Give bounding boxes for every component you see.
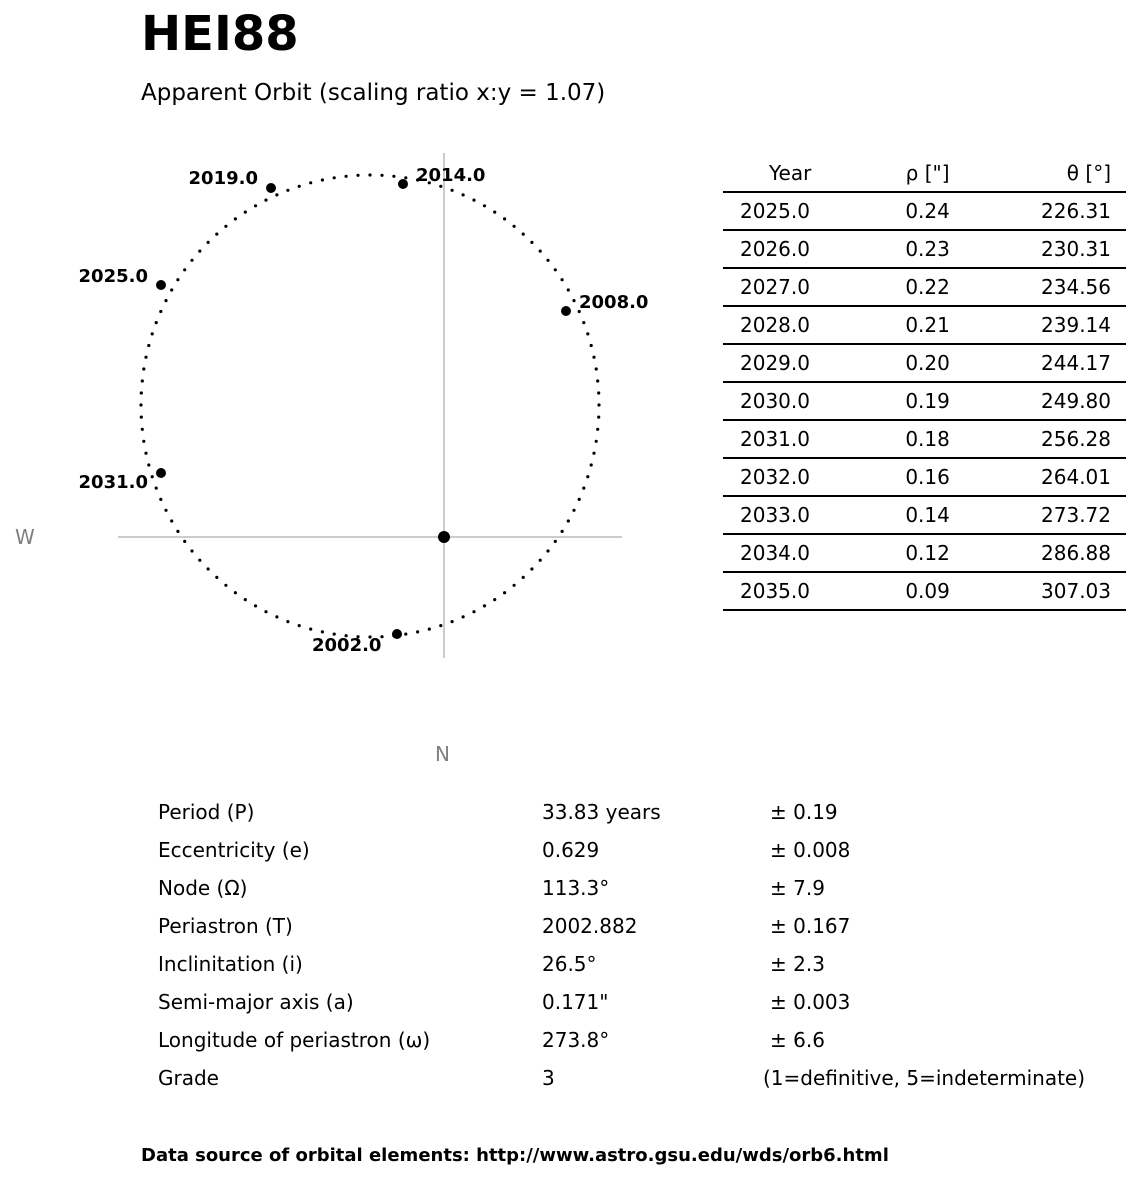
orbit-dot	[586, 332, 589, 335]
orbit-dot	[592, 356, 595, 359]
epoch-point	[398, 179, 408, 189]
orbit-dot	[215, 576, 218, 579]
orbit-dot	[183, 268, 186, 271]
orbit-dot	[404, 176, 407, 179]
orbit-dot	[451, 620, 454, 623]
element-error: ± 0.008	[770, 838, 851, 862]
orbit-dot	[546, 549, 549, 552]
orbit-dot	[254, 204, 257, 207]
orbit-dot	[572, 509, 575, 512]
cell-theta: 273.72	[1041, 503, 1111, 527]
orbit-dot	[264, 610, 267, 613]
cell-rho: 0.16	[905, 465, 950, 489]
cell-rho: 0.23	[905, 237, 950, 261]
orbit-dot	[472, 199, 475, 202]
cell-year: 2034.0	[740, 541, 810, 565]
orbit-dot	[151, 332, 154, 335]
orbit-dot	[596, 428, 599, 431]
element-error: ± 0.19	[770, 800, 838, 824]
element-error: ± 7.9	[770, 876, 825, 900]
orbit-dot	[254, 604, 257, 607]
chart-subtitle: Apparent Orbit (scaling ratio x:y = 1.07)	[141, 80, 606, 106]
orbit-dot	[554, 268, 557, 271]
element-name: Node (Ω)	[158, 876, 248, 900]
cell-theta: 249.80	[1041, 389, 1111, 413]
orbit-dot	[483, 604, 486, 607]
col-year-header: Year	[769, 161, 812, 185]
cell-year: 2028.0	[740, 313, 810, 337]
orbit-dot	[597, 391, 600, 394]
ephemeris-table	[723, 155, 1126, 611]
table-row	[723, 534, 1126, 572]
page-title: HEI88	[141, 6, 299, 62]
orbit-dot	[595, 367, 598, 370]
cell-theta: 226.31	[1041, 199, 1111, 223]
cell-theta: 244.17	[1041, 351, 1111, 375]
orbit-dot	[159, 310, 162, 313]
orbit-dot	[561, 530, 564, 533]
element-row	[158, 831, 1118, 869]
element-error: ± 2.3	[770, 952, 825, 976]
primary-star	[438, 531, 450, 543]
element-value: 273.8°	[542, 1028, 610, 1052]
orbit-dot	[139, 403, 142, 406]
table-row	[723, 382, 1126, 420]
element-error: ± 0.003	[770, 990, 851, 1014]
cell-year: 2033.0	[740, 503, 810, 527]
orbit-dot	[244, 598, 247, 601]
element-value: 3	[542, 1066, 555, 1090]
table-row	[723, 420, 1126, 458]
orbit-dot	[554, 540, 557, 543]
cell-rho: 0.21	[905, 313, 950, 337]
element-error: (1=definitive, 5=indeterminate)	[763, 1066, 1086, 1090]
orbit-dot	[572, 299, 575, 302]
orbit-dot	[198, 559, 201, 562]
cell-rho: 0.19	[905, 389, 950, 413]
orbit-dot	[141, 379, 144, 382]
cell-year: 2029.0	[740, 351, 810, 375]
orbit-dot	[561, 278, 564, 281]
element-error: ± 6.6	[770, 1028, 825, 1052]
orbit-dot	[234, 217, 237, 220]
orbit-dot	[462, 615, 465, 618]
element-name: Longitude of periastron (ω)	[158, 1028, 431, 1052]
epoch-label: 2025.0	[78, 266, 148, 287]
orbit-dot	[582, 487, 585, 490]
element-row	[158, 1059, 1118, 1097]
orbit-dot	[530, 567, 533, 570]
west-label: W	[15, 525, 35, 549]
cell-rho: 0.24	[905, 199, 950, 223]
epoch-point	[392, 629, 402, 639]
cell-year: 2031.0	[740, 427, 810, 451]
orbit-dot	[404, 633, 407, 636]
orbit-dot	[164, 299, 167, 302]
orbit-dot	[298, 185, 301, 188]
cell-theta: 286.88	[1041, 541, 1111, 565]
orbit-dot	[416, 630, 419, 633]
cell-rho: 0.09	[905, 579, 950, 603]
orbit-dot	[503, 217, 506, 220]
ephemeris-header-row	[723, 155, 1126, 192]
orbit-dot	[224, 225, 227, 228]
epoch-point	[156, 468, 166, 478]
orbit-dot	[539, 559, 542, 562]
orbit-dot	[309, 628, 312, 631]
table-row	[723, 268, 1126, 306]
orbit-dot	[224, 584, 227, 587]
orbit-dot	[333, 176, 336, 179]
orbit-dot	[207, 567, 210, 570]
cell-theta: 230.31	[1041, 237, 1111, 261]
orbit-dot	[176, 530, 179, 533]
orbit-dot	[298, 624, 301, 627]
cell-theta: 307.03	[1041, 579, 1111, 603]
orbit-dot	[244, 211, 247, 214]
north-label: N	[435, 742, 450, 766]
orbit-dot	[159, 498, 162, 501]
orbit-dot	[176, 278, 179, 281]
cell-year: 2030.0	[740, 389, 810, 413]
element-value: 33.83 years	[542, 800, 661, 824]
element-name: Inclinitation (i)	[158, 952, 303, 976]
orbit-dot	[321, 630, 324, 633]
element-name: Period (P)	[158, 800, 255, 824]
epoch-label: 2008.0	[579, 292, 649, 313]
orbit-dot	[234, 591, 237, 594]
orbit-dot	[151, 475, 154, 478]
orbit-dot	[428, 628, 431, 631]
orbit-dot	[493, 598, 496, 601]
element-name: Semi-major axis (a)	[158, 990, 354, 1014]
orbit-dot	[198, 250, 201, 253]
orbit-dot	[155, 321, 158, 324]
orbit-dot	[142, 367, 145, 370]
col-theta-header: θ [°]	[1066, 161, 1111, 185]
cell-year: 2032.0	[740, 465, 810, 489]
orbit-dot	[164, 509, 167, 512]
orbit-dot	[513, 584, 516, 587]
orbit-dot	[170, 519, 173, 522]
element-name: Grade	[158, 1066, 219, 1090]
cell-year: 2026.0	[740, 237, 810, 261]
cell-rho: 0.18	[905, 427, 950, 451]
orbit-dot	[451, 189, 454, 192]
element-value: 0.171"	[542, 990, 609, 1014]
orbit-dot	[183, 540, 186, 543]
element-name: Eccentricity (e)	[158, 838, 310, 862]
orbit-dot	[462, 193, 465, 196]
orbit-dot	[144, 356, 147, 359]
orbit-dot	[286, 620, 289, 623]
orbit-dot	[368, 173, 371, 176]
cell-theta: 256.28	[1041, 427, 1111, 451]
orbit-dot	[141, 428, 144, 431]
orbit-dot	[264, 199, 267, 202]
orbit-dot	[439, 624, 442, 627]
cell-rho: 0.22	[905, 275, 950, 299]
table-row	[723, 344, 1126, 382]
element-error: ± 0.167	[770, 914, 851, 938]
cell-rho: 0.20	[905, 351, 950, 375]
table-row	[723, 496, 1126, 534]
orbit-dot	[144, 452, 147, 455]
orbital-elements	[158, 793, 1118, 1097]
orbit-dot	[275, 615, 278, 618]
element-name: Periastron (T)	[158, 914, 293, 938]
epoch-point	[561, 306, 571, 316]
orbit-dot	[567, 519, 570, 522]
element-row	[158, 907, 1118, 945]
orbit-dot	[140, 416, 143, 419]
element-row	[158, 1021, 1118, 1059]
table-row	[723, 306, 1126, 344]
orbit-dot	[380, 174, 383, 177]
orbit-dot	[472, 610, 475, 613]
orbit-dot	[513, 225, 516, 228]
orbit-chart	[0, 140, 700, 680]
orbit-dot	[170, 288, 173, 291]
epoch-point	[156, 280, 166, 290]
orbit-dot	[522, 233, 525, 236]
orbit-dot	[597, 403, 600, 406]
orbit-dot	[142, 440, 145, 443]
orbit-dot	[595, 440, 598, 443]
orbit-dot	[530, 241, 533, 244]
orbit-dot	[190, 549, 193, 552]
table-row	[723, 572, 1126, 610]
cell-year: 2025.0	[740, 199, 810, 223]
orbit-dot	[590, 463, 593, 466]
orbit-dot	[546, 259, 549, 262]
element-row	[158, 793, 1118, 831]
orbit-dot	[345, 175, 348, 178]
element-row	[158, 983, 1118, 1021]
cell-year: 2027.0	[740, 275, 810, 299]
orbit-dot	[539, 250, 542, 253]
orbit-dot	[309, 181, 312, 184]
cell-theta: 264.01	[1041, 465, 1111, 489]
orbit-dot	[286, 189, 289, 192]
table-row	[723, 192, 1126, 230]
orbit-dot	[597, 416, 600, 419]
orbit-dot	[147, 463, 150, 466]
data-source-note: Data source of orbital elements: http://www.astro.gsu.edu/wds/orb6.html	[141, 1145, 889, 1166]
orbit-dot	[356, 174, 359, 177]
orbit-dot	[321, 178, 324, 181]
cell-rho: 0.12	[905, 541, 950, 565]
element-value: 2002.882	[542, 914, 638, 938]
orbit-dot	[155, 487, 158, 490]
orbit-dot	[590, 344, 593, 347]
cell-theta: 234.56	[1041, 275, 1111, 299]
orbit-dot	[483, 204, 486, 207]
orbit-dot	[582, 321, 585, 324]
orbit-dot	[522, 576, 525, 579]
element-value: 26.5°	[542, 952, 597, 976]
orbit-dot	[596, 379, 599, 382]
col-rho-header: ρ ["]	[905, 161, 950, 185]
element-row	[158, 945, 1118, 983]
element-value: 0.629	[542, 838, 600, 862]
epoch-point	[266, 183, 276, 193]
epoch-label: 2019.0	[188, 168, 258, 189]
epoch-label: 2014.0	[416, 165, 486, 186]
orbit-dot	[503, 591, 506, 594]
orbit-dot	[207, 241, 210, 244]
orbit-dot	[493, 211, 496, 214]
orbit-dot	[215, 233, 218, 236]
table-row	[723, 230, 1126, 268]
cell-theta: 239.14	[1041, 313, 1111, 337]
cell-year: 2035.0	[740, 579, 810, 603]
orbit-dot	[275, 193, 278, 196]
orbit-dot	[190, 259, 193, 262]
orbit-dot	[140, 391, 143, 394]
cell-rho: 0.14	[905, 503, 950, 527]
orbit-dot	[567, 288, 570, 291]
table-row	[723, 458, 1126, 496]
epoch-label: 2031.0	[78, 472, 148, 493]
element-row	[158, 869, 1118, 907]
orbit-dot	[392, 175, 395, 178]
orbit-dot	[578, 498, 581, 501]
orbit-dot	[147, 344, 150, 347]
orbit-dot	[592, 452, 595, 455]
epoch-label: 2002.0	[312, 635, 382, 656]
orbit-dot	[586, 475, 589, 478]
element-value: 113.3°	[542, 876, 610, 900]
